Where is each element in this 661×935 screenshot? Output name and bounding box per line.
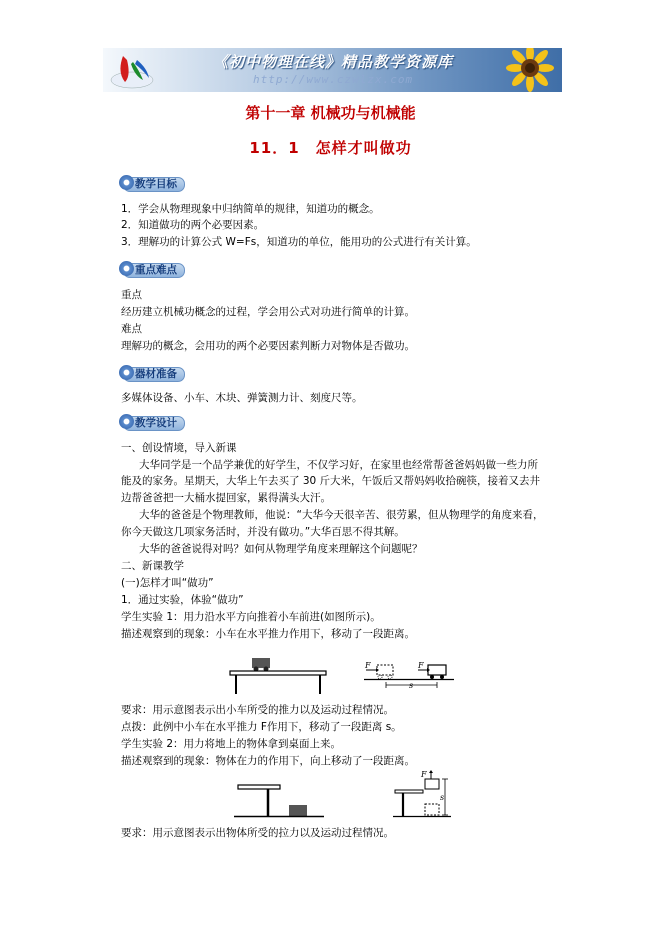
observation-text: 描述观察到的现象：小车在水平推力作用下，移动了一段距离。: [121, 628, 415, 640]
story-line: 大华的爸爸说得对吗？如何从物理学角度来理解这个问题呢？: [139, 543, 423, 555]
story-line: 大华的爸爸是个物理教师，他说：“大华今天很辛苦、很劳累，但从物理学的角度来看，: [139, 509, 544, 521]
force-label: F: [421, 770, 427, 779]
sunflower-icon: [496, 48, 558, 92]
requirement-text: 要求：用示意图表示出小车所受的推力以及运动过程情况。: [121, 704, 394, 716]
goal-item: 2．知道做功的两个必要因素。: [121, 219, 265, 231]
goal-item: 3．理解功的计算公式 W=Fs，知道功的单位，能用功的公式进行有关计算。: [121, 236, 477, 248]
bullet-ring-icon: [119, 175, 134, 190]
story-line: 大华同学是一个品学兼优的好学生，不仅学习好，在家里也经常帮爸爸妈妈做一些力所: [139, 459, 538, 471]
lift-force-diagram: [393, 770, 451, 824]
bullet-ring-icon: [119, 414, 134, 429]
logo-icon: [109, 50, 155, 90]
chapter-title: 第十一章 机械功与机械能: [245, 104, 416, 122]
story-line: 你今天做这几项家务活时，并没有做功。”大华百思不得其解。: [121, 526, 405, 538]
key-label: 重点: [121, 289, 142, 301]
section-heading-goals: 教学目标: [119, 175, 185, 191]
experiment-text: 学生实验 1：用力沿水平方向推着小车前进(如图所示)。: [121, 611, 381, 623]
box-on-floor-figure: [234, 780, 324, 820]
bullet-ring-icon: [119, 365, 134, 380]
section-title: 11．1 怎样才叫做功: [249, 139, 412, 157]
experiment-text: 学生实验 2：用力将地上的物体拿到桌面上来。: [121, 738, 342, 750]
part-heading: 二、新课教学: [121, 560, 184, 572]
force-label: F: [365, 661, 371, 670]
difficulty-text: 理解功的概念，会用功的两个必要因素判断力对物体是否做功。: [121, 340, 415, 352]
hint-text: 点拨：此例中小车在水平推力 F作用下，移动了一段距离 s。: [121, 721, 402, 733]
story-line: 能及的家务。星期天，大华上午去买了 30 斤大米，午饭后又帮妈妈收拾碗筷，接着又去井: [121, 475, 541, 487]
materials-text: 多媒体设备、小车、木块、弹簧测力计、刻度尺等。: [121, 392, 363, 404]
section-heading-key: 重点难点: [119, 261, 185, 277]
bullet-ring-icon: [119, 261, 134, 276]
sub-heading: (一)怎样才叫“做功”: [121, 577, 214, 589]
banner-title: 《初中物理在线》精品教学资源库: [213, 53, 454, 71]
requirement-text: 要求：用示意图表示出物体所受的拉力以及运动过程情况。: [121, 827, 394, 839]
header-banner: [103, 48, 562, 92]
section-heading-materials: 器材准备: [119, 365, 185, 381]
banner-url[interactable]: http://www.czwlzx.com: [253, 73, 414, 86]
goal-item: 1．学会从物理现象中归纳简单的规律，知道功的概念。: [121, 203, 380, 215]
story-line: 边帮爸爸把一大桶水提回家，累得满头大汗。: [121, 492, 331, 504]
key-text: 经历建立机械功概念的过程，学会用公式对功进行简单的计算。: [121, 306, 415, 318]
force-label: F: [418, 661, 424, 670]
push-force-diagram: [364, 656, 454, 692]
distance-label: s: [409, 681, 414, 690]
distance-label: s: [440, 793, 445, 802]
step-heading: 1．通过实验，体验“做功”: [121, 594, 244, 606]
cart-on-table-figure: [228, 652, 328, 696]
section-heading-design: 教学设计: [119, 414, 185, 430]
part-heading: 一、创设情境，导入新课: [121, 442, 237, 454]
difficulty-label: 难点: [121, 323, 142, 335]
observation-text: 描述观察到的现象：物体在力的作用下，向上移动了一段距离。: [121, 755, 415, 767]
